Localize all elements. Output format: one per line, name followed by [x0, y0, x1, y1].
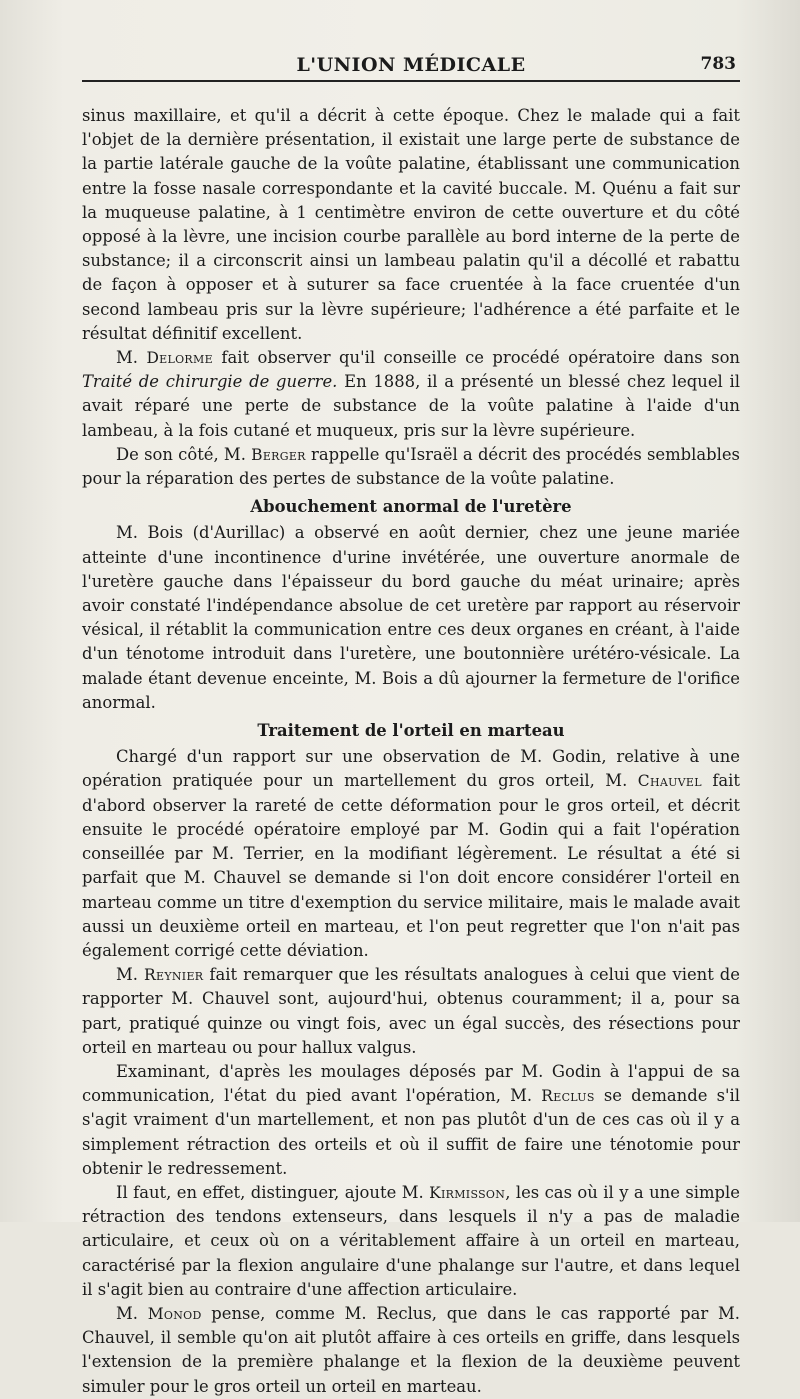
paragraph-berger	[82, 443, 740, 491]
delorme-text-a: fait observer qu'il conseille ce procédé opératoire dans son	[221, 348, 740, 368]
page-number: 783	[700, 54, 736, 74]
monod-text: pense, comme M. Reclus, que dans le cas rapporté par M. Chauvel, il semble qu'on ait plutôt affaire à ces orteils en griffe, dans lesquels l'extension de la première phalange et la flexion de la deuxième peuvent simuler pour le gros orteil un orteil en marteau.	[82, 1303, 740, 1396]
berger-text-b: rappelle qu'Israël a décrit des procédés semblables pour la réparation des pertes de substance de la voûte palatine.	[82, 444, 740, 489]
surname-chauvel: Chauvel	[637, 772, 702, 791]
paragraph-reynier	[82, 963, 740, 1060]
paragraph-chauvel	[82, 745, 740, 963]
surname-reynier: Reynier	[144, 966, 204, 985]
paragraph-monod	[82, 1302, 740, 1399]
reclus-text-b: se demande s'il s'agit vraiment d'un martellement, et non pas plutôt d'un de ces cas où il y a simplement rétraction des orteils et où il suffit de faire une ténotomie pour obtenir le redressement.	[82, 1086, 740, 1178]
book-title: Traité de chirurgie de guerre.	[82, 372, 338, 392]
chauvel-text-a: Chargé d'un rapport sur une observation de M. Godin, relative à une opération pratiquée pour un martellement du gros orteil, M.	[82, 747, 740, 791]
berger-text-a: De son côté, M.	[116, 444, 246, 464]
header-rule	[82, 80, 740, 82]
reclus-text-a: Examinant, d'après les moulages déposés par M. Godin à l'appui de sa communication, l'état du pied avant l'opération, M.	[82, 1061, 740, 1106]
section-heading-uretere: Abouchement anormal de l'uretère	[250, 497, 572, 517]
m-prefix: M.	[116, 348, 138, 368]
m-prefix: M.	[116, 1303, 138, 1323]
section-heading-orteil: Traitement de l'orteil en marteau	[257, 721, 565, 741]
paragraph-delorme	[82, 346, 740, 443]
kirmisson-text-a: Il faut, en effet, distinguer, ajoute M.	[116, 1182, 424, 1202]
paragraph-quenu: sinus maxillaire, et qu'il a décrit à cette époque. Chez le malade qui a fait l'objet de la dernière présentation, il existait une large perte de substance de la partie latérale gauche de la voûte palatine, établissant une communication entre la fosse nasale correspondante et la cavité buccale. M. Quénu a fait sur la muqueuse palatine, à 1 centimètre environ de cette ouverture et du côté opposé à la lèvre, une incision courbe parallèle au bord interne de la perte de substance; il a circonscrit ainsi un lambeau palatin qu'il a décollé et rabattu de façon à opposer et à suturer sa face cruentée à la face cruentée d'un second lambeau pris sur la lèvre supérieure; l'adhérence a été parfaite et le résultat définitif excellent.	[82, 106, 740, 343]
paragraph-kirmisson	[82, 1181, 740, 1302]
article-body	[82, 104, 740, 1399]
paragraph-bois: M. Bois (d'Aurillac) a observé en août dernier, chez une jeune mariée atteinte d'une incontinence d'urine invétérée, une ouverture anormale de l'uretère gauche dans l'épaisseur du bord gauche du méat urinaire; après avoir constaté l'indépendance absolue de cet uretère par rapport au réservoir vésical, il rétablit la communication entre ces deux organes en créant, à l'aide d'un ténotome introduit dans l'uretère, une boutonnière urétéro-vésicale. La malade étant devenue enceinte, M. Bois a dû ajourner la fermeture de l'orifice anormal.	[82, 523, 740, 712]
delorme-text-b: En 1888, il a présenté un blessé chez lequel il avait réparé une perte de substance de la voûte palatine à l'aide d'un lambeau, à la fois cutané et muqueux, pris sur la lèvre supérieure.	[82, 372, 740, 440]
chauvel-text-b: fait d'abord observer la rareté de cette déformation pour le gros orteil, et décrit ensuite le procédé opératoire employé par M. Godin qui a fait l'opération conseillée par M. Terrier, en la modifiant légèrement. Le résultat a été si parfait que M. Chauvel se demande si l'on doit encore considérer l'orteil en marteau comme un titre d'exemption du service militaire, mais le malade avait aussi un deuxième orteil en marteau, et l'on peut regretter que l'on n'ait pas également corrigé cette déviation.	[82, 771, 740, 960]
m-prefix: M.	[116, 965, 138, 985]
surname-kirmisson: Kirmisson	[429, 1183, 506, 1202]
kirmisson-text-b: , les cas où il y a une simple rétraction des tendons extenseurs, dans lesquels il n'y a pas de maladie articulaire, et ceux où on a véritablement affaire à un orteil en marteau, caractérisé par la flexion angulaire d'une phalange sur l'autre, et dans lequel il s'agit bien au contraire d'une affection articulaire.	[82, 1182, 740, 1299]
reynier-text: fait remarquer que les résultats analogues à celui que vient de rapporter M. Chauvel sont, aujourd'hui, obtenus couramment; il a, pour sa part, pratiqué quinze ou vingt fois, avec un égal succès, des résections pour orteil en marteau ou pour hallux valgus.	[82, 965, 740, 1057]
journal-title: L'UNION MÉDICALE	[296, 54, 526, 76]
surname-berger: Berger	[251, 445, 306, 464]
surname-monod: Monod	[147, 1304, 202, 1323]
surname-reclus: Reclus	[541, 1087, 595, 1106]
paragraph-reclus	[82, 1060, 740, 1181]
surname-delorme: Delorme	[146, 349, 213, 368]
running-header	[82, 48, 740, 82]
